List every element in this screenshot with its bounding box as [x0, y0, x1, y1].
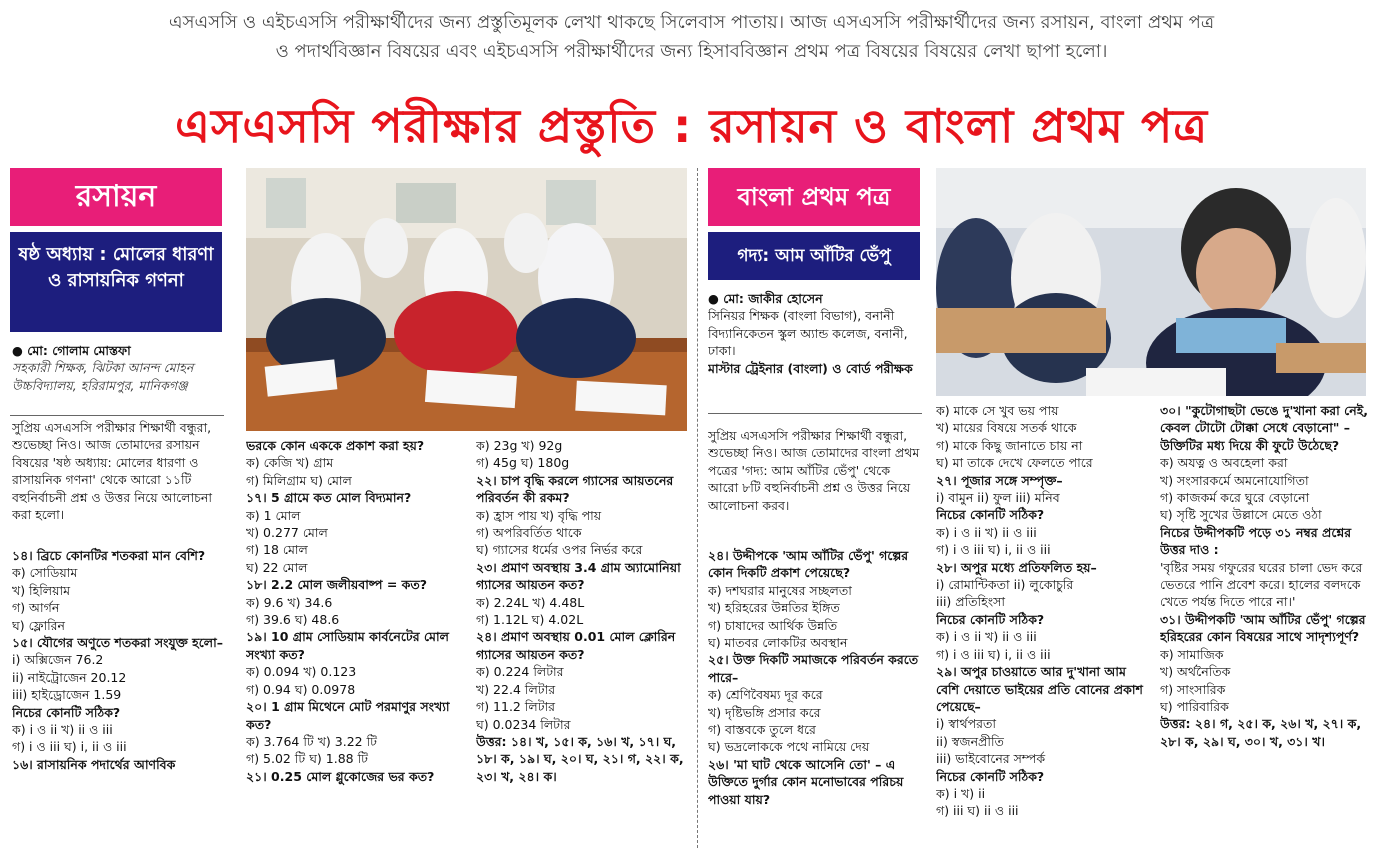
question: ২০। 1 গ্রাম মিথেনে মোট পরমাণুর সংখ্যা কত? — [246, 699, 450, 732]
bangla-chapter-label: গদ্য: আম আঁটির ভেঁপু — [737, 246, 891, 266]
option: খ) 0.277 মোল — [246, 525, 328, 541]
option: খ) হিলিয়াম — [12, 582, 71, 598]
option: ক) 0.224 লিটার — [476, 664, 564, 680]
question: ভরকে কোন এককে প্রকাশ করা হয়? — [246, 438, 425, 453]
bangla-affiliation: সিনিয়র শিক্ষক (বাংলা বিভাগ), বনানী বিদ্যানিকেতন স্কুল অ্যান্ড কলেজ, বনানী, ঢাকা। — [708, 308, 908, 359]
option: গ) 1.12L ঘ) 4.02L — [476, 612, 584, 628]
divider — [10, 415, 224, 416]
bangla-author: ● মো: জাকীর হোসেন — [708, 291, 823, 306]
option: iii) হাইড্রোজেন 1.59 — [12, 687, 122, 703]
option: ক) হ্রাস পায় খ) বৃদ্ধি পায় — [476, 507, 602, 523]
option: ক) 1 মোল — [246, 507, 301, 523]
bangla-intro-block — [708, 427, 922, 549]
option: গ) 18 মোল — [246, 542, 308, 558]
option: ক) দশঘরার মানুষের সচ্ছলতা — [708, 582, 852, 598]
option: গ) অপরিবর্তিত থাকে — [476, 525, 582, 541]
option: গ) মাকে কিছু জানাতে চায় না — [936, 437, 1083, 453]
section-divider — [697, 168, 698, 848]
option: ক) 0.094 খ) 0.123 — [246, 664, 357, 680]
bangla-col-3 — [1160, 402, 1372, 850]
bangla-col-2 — [936, 402, 1150, 850]
question: নিচের কোনটি সঠিক? — [936, 611, 1045, 627]
chemistry-affiliation: সহকারী শিক্ষক, ঝিটকা আনন্দ মোহন উচ্চবিদ্যালয়, হরিরামপুর, মানিকগঞ্জ — [12, 360, 194, 393]
option: ক) i ও ii খ) ii ও iii — [12, 722, 113, 738]
question: ১৪। ব্রিচে কোনটির শতকরা মান বেশি? — [12, 548, 206, 563]
option: ঘ) ফ্লোরিন — [12, 617, 66, 633]
question: ৩০। "কুটোগাছটা ভেঙে দু'খানা করা নেই, কেবল টোটো টোক্কা সেধে বেড়ানো" – উক্তিটির মধ্য দিয়ে কী ফুটে উঠেছে? — [1160, 403, 1368, 453]
headline: এসএসসি পরীক্ষার প্রস্তুতি : রসায়ন ও বাংলা প্রথম পত্র — [175, 99, 1208, 153]
bangla-col-1 — [708, 547, 922, 849]
option: গ) সাংসারিক — [1160, 681, 1226, 697]
option: ii) স্বজনপ্রীতি — [936, 733, 1004, 749]
question: নিচের কোনটি সঠিক? — [936, 768, 1045, 784]
question: ১৫। যৌগের অণুতে শতকরা সংযুক্ত হলো– — [12, 635, 223, 651]
option: ক) সোডিয়াম — [12, 565, 78, 581]
option: i) অক্সিজেন 76.2 — [12, 652, 104, 668]
option: ঘ) ভদ্রলোককে পথে নামিয়ে দেয় — [708, 739, 870, 755]
question: ২৮। অপুর মধ্যে প্রতিফলিত হয়– — [936, 559, 1097, 575]
option: ক) i ও ii খ) ii ও iii — [936, 629, 1037, 645]
option: খ) 22.4 লিটার — [476, 681, 556, 697]
chemistry-tag — [10, 168, 222, 226]
classroom-photo-2-image — [936, 168, 1366, 396]
intro-line-1: এসএসসি ও এইচএসসি পরীক্ষার্থীদের জন্য প্রস্তুতিমূলক লেখা থাকছে সিলেবাস পাতায়। আজ এসএসসি পরীক্ষার্থীদের জন্য রসায়ন, বাংলা প্রথম পত্র — [168, 12, 1215, 33]
bangla-intro: সুপ্রিয় এসএসসি পরীক্ষার শিক্ষার্থী বন্ধুরা, শুভেচ্ছা নিও। আজ তোমাদের বাংলা প্রথম পত্রের 'গদ্য: আম আঁটির ভেঁপু' থেকে আরো ৮টি বহুনির্বাচনী প্রশ্ন ও উত্তর নিয়ে আলোচনা করব। — [708, 428, 920, 513]
question: নিচের উদ্দীপকটি পড়ে ৩১ নম্বর প্রশ্নের উত্তর দাও : — [1160, 524, 1352, 558]
chemistry-intro: সুপ্রিয় এসএসসি পরীক্ষার শিক্ষার্থী বন্ধুরা, শুভেচ্ছা নিও। আজ তোমাদের রসায়ন বিষয়ের 'ষষ্ঠ অধ্যায়: মোলের ধারণা ও রাসায়নিক গণনা' থেকে আরো ১১টি বহুনির্বাচনী প্রশ্ন ও উত্তর নিয়ে আলোচনা করা হলো। — [12, 420, 212, 523]
chemistry-author-block — [12, 342, 224, 414]
option: খ) দৃষ্টিভঙ্গি প্রসার করে — [708, 704, 821, 720]
option: গ) 5.02 টি ঘ) 1.88 টি — [246, 751, 368, 767]
option: ক) i খ) ii — [936, 785, 986, 801]
option: গ) 11.2 লিটার — [476, 699, 556, 715]
option: খ) হরিহরের উন্নতির ইঙ্গিত — [708, 600, 840, 616]
option: ক) শ্রেণিবৈষম্য দূর করে — [708, 687, 823, 703]
option: গ) বাস্তবকে তুলে ধরে — [708, 722, 816, 738]
option: ক) সামাজিক — [1160, 646, 1224, 662]
question: ২৯। অপুর চাওয়াতে আর দু'খানা আম বেশি দেয়াতে ভাইয়ের প্রতি বোনের প্রকাশ পেয়েছে– — [936, 664, 1143, 714]
question: ২৬। 'মা ঘাট থেকে আসেনি তো' – এ উক্তিতে দুর্গার কোন মনোভাবের পরিচয় পাওয়া যায়? — [708, 756, 904, 807]
option: গ) i ও iii ঘ) i, ii ও iii — [936, 542, 1051, 558]
chemistry-col-3 — [476, 437, 688, 849]
classroom-photo-2 — [936, 168, 1366, 396]
chemistry-tag-label: রসায়ন — [75, 179, 157, 214]
option: গ) 45g ঘ) 180g — [476, 455, 570, 471]
answer-key: উত্তর: ২৪। গ, ২৫। ক, ২৬। খ, ২৭। ক, ২৮। ক, ২৯। ঘ, ৩০। খ, ৩১। খ। — [1160, 716, 1362, 749]
option: ঘ) 0.0234 লিটার — [476, 716, 571, 732]
option: ক) 3.764 টি খ) 3.22 টি — [246, 733, 377, 749]
chemistry-intro-block — [12, 419, 224, 543]
chemistry-chapter — [10, 232, 222, 332]
question: ১৯। 10 গ্রাম সোডিয়াম কার্বনেটের মোল সংখ্যা কত? — [246, 629, 449, 662]
question: ২২। চাপ বৃদ্ধি করলে গ্যাসের আয়তনের পরিবর্তন কী রকম? — [476, 472, 674, 506]
option: গ) 0.94 ঘ) 0.0978 — [246, 681, 356, 697]
question: ২৭। পূজার সঙ্গে সম্পৃক্ত– — [936, 472, 1063, 488]
chemistry-col-2 — [246, 437, 468, 849]
option: ঘ) মা তাকে দেখে ফেলতে পারে — [936, 455, 1093, 471]
option: গ) চাষাদের আর্থিক উন্নতি — [708, 617, 838, 633]
option: ঘ) পারিবারিক — [1160, 698, 1229, 714]
option: i) বামুন ii) ফুল iii) মনিব — [936, 490, 1060, 506]
option: ক) কেজি খ) গ্রাম — [246, 455, 334, 471]
question: নিচের কোনটি সঠিক? — [12, 704, 121, 720]
question: ১৬। রাসায়নিক পদার্থের আণবিক — [12, 756, 176, 772]
classroom-photo-1-image — [246, 168, 687, 431]
bangla-tag — [708, 168, 920, 226]
option: গ) মিলিগ্রাম ঘ) মোল — [246, 472, 352, 488]
option: খ) সংসারকর্মে অমনোযোগিতা — [1160, 472, 1309, 488]
option: ক) 23g খ) 92g — [476, 438, 563, 453]
question: ২৪। উদ্দীপকে 'আম আঁটির ভেঁপু' গল্পের কোন দিকটি প্রকাশ পেয়েছে? — [708, 548, 909, 581]
divider — [708, 413, 922, 414]
option: ঘ) সৃষ্টি সুখের উল্লাসে মেতে ওঠা — [1160, 507, 1322, 523]
question: ১৭। 5 গ্রামে কত মোল বিদ্যমান? — [246, 490, 412, 506]
question: ১৮। 2.2 মোল জলীয়বাষ্প = কত? — [246, 577, 428, 593]
option: ক) অযত্ন ও অবহেলা করা — [1160, 455, 1288, 471]
option: খ) অর্থনৈতিক — [1160, 664, 1231, 680]
intro-line-2: ও পদার্থবিজ্ঞান বিষয়ের এবং এইচএসসি পরীক্ষার্থীদের জন্য হিসাববিজ্ঞান প্রথম পত্র বিষয়ের বিষয়ের লেখা ছাপা হলো। — [275, 41, 1108, 62]
option: ক) i ও ii খ) ii ও iii — [936, 524, 1037, 540]
question: ২১। 0.25 মোল গ্লুকোজের ভর কত? — [246, 768, 435, 784]
option: i) স্বার্থপরতা — [936, 716, 997, 732]
bangla-chapter — [708, 232, 920, 280]
question: ২৫। উক্ত দিকটি সমাজকে পরিবর্তন করতে পারে– — [708, 652, 919, 685]
option: গ) আর্গন — [12, 600, 60, 616]
bangla-tag-label: বাংলা প্রথম পত্র — [737, 183, 891, 211]
chemistry-col-1 — [12, 547, 224, 847]
option: গ) i ও iii ঘ) i, ii ও iii — [936, 646, 1051, 662]
question: নিচের কোনটি সঠিক? — [936, 507, 1045, 523]
option: iii) প্রতিহিংসা — [936, 594, 1005, 610]
question: ২৪। প্রমাণ অবস্থায় 0.01 মোল ক্লোরিন গ্যাসের আয়তন কত? — [476, 629, 676, 662]
question: ২৩। প্রমাণ অবস্থায় 3.4 গ্রাম অ্যামোনিয়া গ্যাসের আয়তন কত? — [476, 559, 681, 593]
bangla-role: মাস্টার ট্রেইনার (বাংলা) ও বোর্ড পরীক্ষক — [708, 360, 913, 376]
option: ক) 9.6 খ) 34.6 — [246, 594, 333, 610]
option: ক) মাকে সে খুব ভয় পায় — [936, 403, 1059, 418]
answer-key: উত্তর: ১৪। খ, ১৫। ক, ১৬। খ, ১৭। ঘ, ১৮। ক, ১৯। ঘ, ২০। ঘ, ২১। গ, ২২। ক, ২৩। খ, ২৪। ক। — [476, 733, 684, 784]
option: গ) iii ঘ) ii ও iii — [936, 803, 1019, 819]
option: ক) 2.24L খ) 4.48L — [476, 594, 585, 610]
option: ঘ) মাতবর লোকটির অবস্থান — [708, 635, 848, 651]
option: ঘ) 22 মোল — [246, 559, 308, 575]
option: খ) মায়ের বিষয়ে সতর্ক থাকে — [936, 420, 1077, 436]
intro-text — [60, 8, 1323, 66]
classroom-photo-1 — [246, 168, 687, 431]
stimulus: 'বৃষ্টির সময় গফুরের ঘরের চালা ভেদ করে ভেতরে পানি প্রবেশ করে। হালের বলদকে খেতে পর্যন্ত দিতে পারে না।' — [1160, 559, 1363, 610]
option: গ) কাজকর্ম করে ঘুরে বেড়ানো — [1160, 490, 1310, 506]
chemistry-chapter-label: ষষ্ঠ অধ্যায় : মোলের ধারণা ও রাসায়নিক গণনা — [18, 244, 214, 291]
option: গ) i ও iii ঘ) i, ii ও iii — [12, 739, 127, 755]
option: ii) নাইট্রোজেন 20.12 — [12, 669, 127, 685]
chemistry-author: ● মো: গোলাম মোস্তফা — [12, 343, 131, 358]
question: ৩১। উদ্দীপকটি 'আম আঁটির ভেঁপু' গল্পের হরিহরের কোন বিষয়ের সাথে সাদৃশ্যপূর্ণ? — [1160, 611, 1366, 645]
option: i) রোমান্টিকতা ii) লুকোচুরি — [936, 577, 1074, 593]
bangla-author-block — [708, 290, 922, 410]
option: গ) 39.6 ঘ) 48.6 — [246, 612, 340, 628]
option: ঘ) গ্যাসের ধর্মের ওপর নির্ভর করে — [476, 542, 643, 558]
option: iii) ভাইবোনের সম্পর্ক — [936, 751, 1046, 767]
